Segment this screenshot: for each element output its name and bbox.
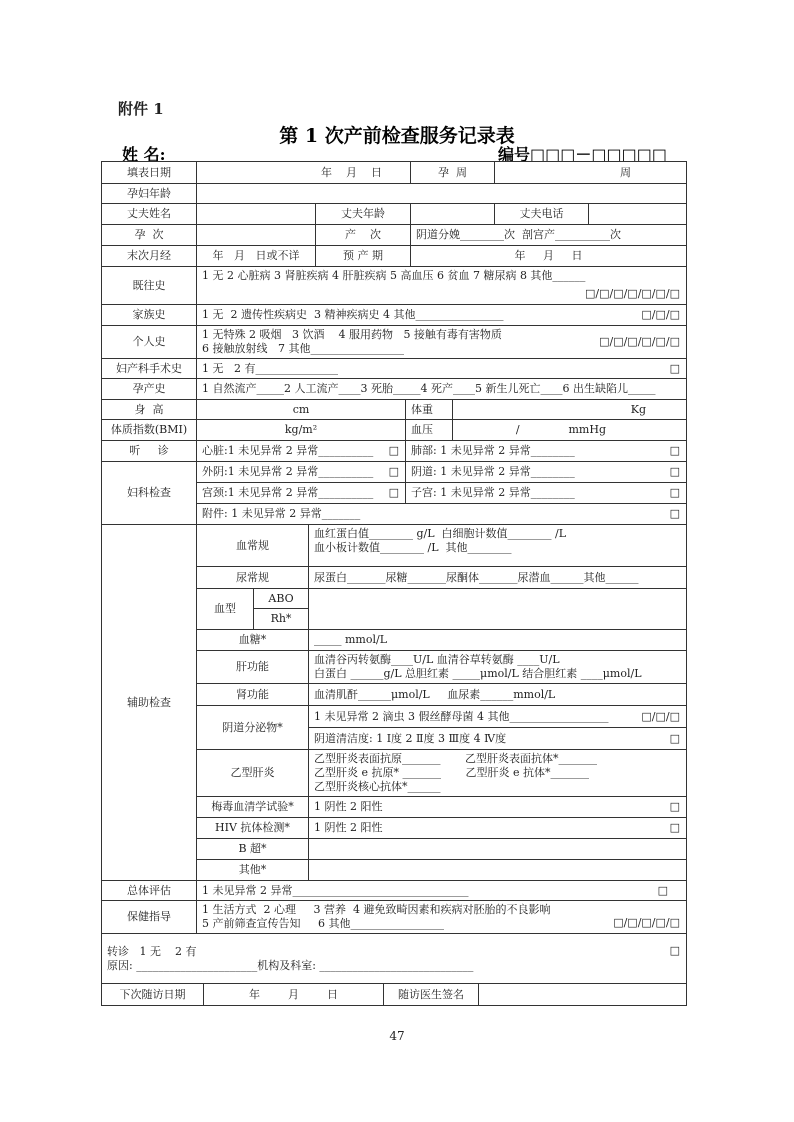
vulva-text: 外阴:1 未见异常 2 异常__________ [202,465,374,478]
surgery-history-label: 妇产科手术史 [102,359,197,379]
past-history-field[interactable] [197,267,687,305]
cervix-checkbox[interactable]: □ [388,486,399,499]
assessment-field[interactable] [197,881,687,901]
liver-label: 肝功能 [197,651,309,684]
blood-routine-field[interactable] [309,525,687,567]
guidance-checkboxes[interactable]: □/□/□/□/□ [613,916,680,929]
hepb-label: 乙型肝炎 [197,750,309,797]
adnexa-text: 附件: 1 未见异常 2 异常_______ [202,507,361,520]
hepb-line-2: 乙型肝炎 e 抗原* _______ 乙型肝炎 e 抗体*_______ [314,766,589,779]
lmp-field[interactable]: 年 月 日或不详 [197,246,316,267]
syphilis-field[interactable] [309,797,687,818]
urine-field[interactable]: 尿蛋白_______尿糖_______尿酮体_______尿潜血______其他______ [309,567,687,589]
uterus-text: 子宫: 1 未见异常 2 异常________ [411,486,575,499]
urine-label: 尿常规 [197,567,309,589]
husband-age-label: 丈夫年龄 [316,204,411,225]
surgery-checkbox[interactable]: □ [669,361,680,375]
hepb-line-3: 乙型肝炎核心抗体*______ [314,780,441,793]
abo-label: ABO [254,589,309,609]
obstetric-history-label: 孕产史 [102,379,197,400]
cervix-text: 宫颈:1 未见异常 2 异常__________ [202,486,374,499]
page-number: 47 [389,1029,405,1043]
delivery-field[interactable]: 阴道分娩________次 剖宫产__________次 [411,225,687,246]
past-history-checkboxes[interactable]: □/□/□/□/□/□/□ [585,287,680,300]
next-visit-date-field[interactable]: 年 月 日 [204,984,384,1006]
edd-field[interactable]: 年 月 日 [411,246,687,267]
heart-text: 心脏:1 未见异常 2 异常__________ [202,444,374,457]
vulva-field[interactable] [197,462,406,483]
cervix-field[interactable] [197,483,406,504]
b-ultrasound-field[interactable] [309,839,687,860]
gravidity-label: 孕 次 [102,225,197,246]
liver-line-2: 白蛋白 ______g/L 总胆红素 _____μmol/L 结合胆红素 ____μmol/L [314,667,642,680]
lmp-label: 末次月经 [102,246,197,267]
liver-field[interactable] [309,651,687,684]
guidance-line-2: 5 产前筛查宣传告知 6 其他_________________ [202,917,444,930]
vaginal-secretion-field[interactable] [309,706,687,728]
blood-type-label: 血型 [197,589,254,630]
vaginal-checkboxes[interactable]: □/□/□ [641,709,680,723]
bmi-label: 体质指数(BMI) [102,420,197,441]
parity-label: 产 次 [316,225,411,246]
other-exam-label: 其他* [197,860,309,881]
husband-name-field[interactable] [197,204,316,225]
husband-age-field[interactable] [411,204,495,225]
syphilis-checkbox[interactable]: □ [669,800,680,813]
serial-number: 编号□□□－□□□□□ [498,145,667,164]
gravidity-field[interactable] [197,225,316,246]
personal-history-field[interactable] [197,326,687,359]
referral-reason-line: 原因: ______________________机构及科室: ____________________________ [107,958,474,972]
weight-field[interactable]: Kg [453,400,687,420]
husband-name-label: 丈夫姓名 [102,204,197,225]
personal-line-2: 6 接触放射线 7 其他_________________ [202,342,404,355]
page-title: 第 1 次产前检查服务记录表 [279,125,515,147]
blood-line-2: 血小板计数值________ /L 其他________ [314,541,512,554]
guidance-field[interactable] [197,901,687,934]
family-history-label: 家族史 [102,305,197,326]
gest-week-field[interactable]: 周 [495,162,687,184]
hiv-text: 1 阴性 2 阳性 [314,821,383,834]
heart-field[interactable] [197,441,406,462]
family-history-checkboxes[interactable]: □/□/□ [641,308,680,321]
assessment-checkbox[interactable]: □ [657,883,668,897]
age-field[interactable] [197,184,687,204]
referral-checkbox[interactable]: □ [669,944,680,957]
syphilis-label: 梅毒血清学试验* [197,797,309,818]
guidance-label: 保健指导 [102,901,197,934]
b-ultrasound-label: B 超* [197,839,309,860]
height-label: 身 高 [102,400,197,420]
husband-phone-label: 丈夫电话 [495,204,589,225]
weight-label: 体重 [406,400,453,420]
hiv-checkbox[interactable]: □ [669,821,680,834]
family-history-field[interactable] [197,305,687,326]
guidance-line-1: 1 生活方式 2 心理 3 营养 4 避免致畸因素和疾病对胚胎的不良影响 [202,903,551,916]
assessment-text: 1 未见异常 2 异常________________________________ [202,883,469,897]
personal-history-checkboxes[interactable]: □/□/□/□/□/□ [599,335,680,348]
next-visit-label: 下次随访日期 [102,984,204,1006]
hepb-field[interactable] [309,750,687,797]
edd-label: 预 产 期 [316,246,411,267]
bp-label: 血压 [406,420,453,441]
aux-exam-label: 辅助检查 [102,525,197,881]
kidney-label: 肾功能 [197,684,309,706]
assessment-label: 总体评估 [102,881,197,901]
vaginal-cleanliness-field[interactable] [309,728,687,750]
vagina-text: 阴道: 1 未见异常 2 异常________ [411,465,575,478]
gest-week-label: 孕 周 [411,162,495,184]
name-label: 姓 名: [122,145,166,164]
fill-date-field[interactable]: 年 月 日 [197,162,411,184]
uterus-checkbox[interactable]: □ [669,486,680,499]
family-history-text: 1 无 2 遗传性疾病史 3 精神疾病史 4 其他________________ [202,308,504,321]
hiv-label: HIV 抗体检测* [197,818,309,839]
personal-history-label: 个人史 [102,326,197,359]
bmi-field[interactable]: kg/m² [197,420,406,441]
hepb-line-1: 乙型肝炎表面抗原_______ 乙型肝炎表面抗体*_______ [314,752,597,765]
vaginal-secretion-label: 阴道分泌物* [197,706,309,750]
past-history-text: 1 无 2 心脏病 3 肾脏疾病 4 肝脏疾病 5 高血压 6 贫血 7 糖尿病 8 其他______ [202,269,586,282]
surgery-history-field[interactable] [197,359,687,379]
fill-date-label: 填表日期 [102,162,197,184]
uterus-field[interactable] [406,483,687,504]
age-label: 孕妇年龄 [102,184,197,204]
other-exam-field[interactable] [309,860,687,881]
adnexa-field[interactable] [197,504,687,525]
referral-line-1: 转诊 1 无 2 有 [107,944,197,958]
blood-routine-label: 血常规 [197,525,309,567]
blood-type-field[interactable] [309,589,687,630]
blood-line-1: 血红蛋白值________ g/L 白细胞计数值________ /L [314,527,567,540]
hiv-field[interactable] [309,818,687,839]
cleanliness-checkbox[interactable]: □ [669,731,680,745]
personal-line-1: 1 无特殊 2 吸烟 3 饮酒 4 服用药物 5 接触有毒有害物质 [202,328,502,341]
surgery-text: 1 无 2 有_______________ [202,361,338,375]
vagina-checkbox[interactable]: □ [669,465,680,478]
lung-text: 肺部: 1 未见异常 2 异常________ [411,444,575,457]
vagina-field[interactable] [406,462,687,483]
bp-field[interactable]: / mmHg [453,420,687,441]
referral-field[interactable] [102,934,687,984]
lung-checkbox[interactable]: □ [669,444,680,457]
lung-field[interactable] [406,441,687,462]
height-field[interactable]: cm [197,400,406,420]
glucose-field[interactable]: _____ mmol/L [309,630,687,651]
gyn-exam-label: 妇科检查 [102,462,197,525]
cleanliness-text: 阴道清洁度: 1 Ⅰ度 2 Ⅱ度 3 Ⅲ度 4 Ⅳ度 [314,731,507,745]
liver-line-1: 血清谷丙转氨酶____U/L 血清谷草转氨酶 ____U/L [314,653,560,666]
heart-checkbox[interactable]: □ [388,444,399,457]
doctor-signature-field[interactable] [479,984,687,1006]
vulva-checkbox[interactable]: □ [388,465,399,478]
vaginal-text: 1 未见异常 2 滴虫 3 假丝酵母菌 4 其他__________________ [314,709,609,723]
rh-label: Rh* [254,609,309,630]
syphilis-text: 1 阴性 2 阳性 [314,800,383,813]
auscultation-label: 听 诊 [102,441,197,462]
past-history-label: 既往史 [102,267,197,305]
kidney-field[interactable]: 血清肌酐______μmol/L 血尿素______mmol/L [309,684,687,706]
husband-phone-field[interactable] [589,204,687,225]
attachment-label: 附件 1 [118,100,164,118]
doctor-signature-label: 随访医生签名 [384,984,479,1006]
glucose-label: 血糖* [197,630,309,651]
adnexa-checkbox[interactable]: □ [669,507,680,520]
obstetric-history-field[interactable]: 1 自然流产_____2 人工流产____3 死胎_____4 死产____5 新生儿死亡____6 出生缺陷儿_____ [197,379,687,400]
record-table [101,161,687,1006]
